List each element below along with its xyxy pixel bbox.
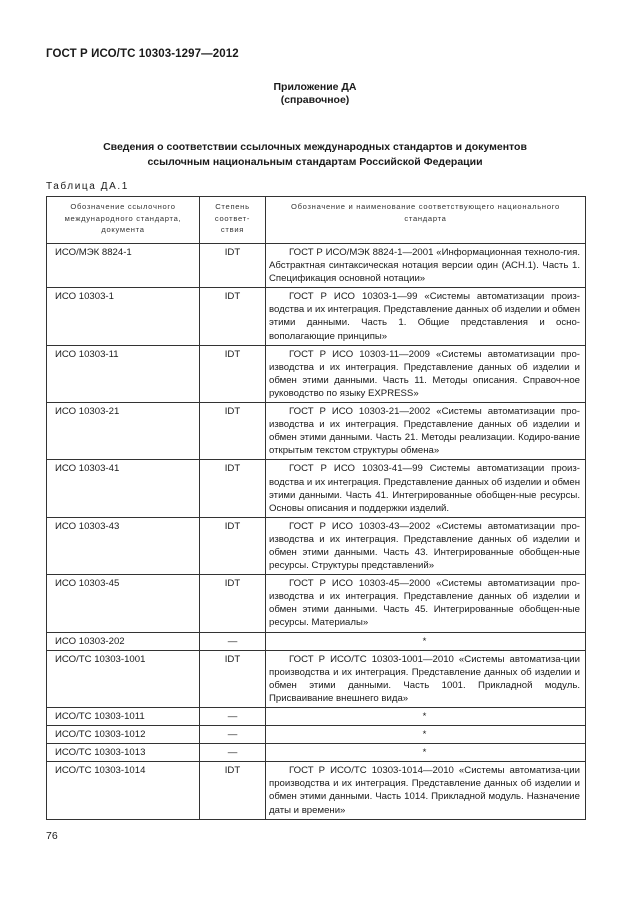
national-standard-cell [266, 650, 586, 707]
header-national-standard: Обозначение и наименование соответствующего национального стандарта [266, 197, 586, 244]
table-row [47, 517, 586, 574]
international-standard-cell: ИСО/МЭК 8824-1 [47, 244, 200, 288]
table-row [47, 460, 586, 517]
table-row [47, 345, 586, 402]
degree-cell: IDT [200, 575, 266, 632]
international-standard-cell: ИСО 10303-202 [47, 632, 200, 650]
national-standard-cell [266, 460, 586, 517]
degree-cell: IDT [200, 288, 266, 345]
international-standard-cell: ИСО/ТС 10303-1014 [47, 762, 200, 819]
national-standard-text: ГОСТ Р ИСО/ТС 10303-1014—2010 «Системы автоматиза-ции производства и их интеграция. Представление данных об изделии и обмен этими данными. Часть 1014. Прикладной модуль. Назначение даты и времени» [269, 765, 580, 816]
national-standard-cell: * [266, 726, 586, 744]
degree-cell: IDT [200, 345, 266, 402]
national-standard-text: ГОСТ Р ИСО 10303-41—99 Системы автоматизации произ-водства и их интеграция. Представление данных об изделии и обмен этими данными. Часть 41. Интегрированные обобщен-ные ресурсы. Основы описания и поддержки изделий. [269, 463, 580, 514]
degree-cell: IDT [200, 403, 266, 460]
table-body [47, 244, 586, 820]
national-standard-cell [266, 288, 586, 345]
degree-cell: IDT [200, 244, 266, 288]
degree-cell: IDT [200, 762, 266, 819]
table-row [47, 726, 586, 744]
document-code: ГОСТ Р ИСО/ТС 10303-1297—2012 [46, 48, 239, 60]
page-number: 76 [46, 830, 58, 842]
degree-cell: IDT [200, 650, 266, 707]
national-standard-text: ГОСТ Р ИСО 10303-21—2002 «Системы автоматизации про-изводства и их интеграция. Представление данных об изделии и обмен этими данными. Часть 21. Методы реализации. Кодиро-вание открытым текстом структуры обмена» [269, 406, 580, 457]
international-standard-cell: ИСО/ТС 10303-1012 [47, 726, 200, 744]
international-standard-cell: ИСО 10303-11 [47, 345, 200, 402]
section-title-line-2: ссылочным национальным стандартам Российской Федерации [147, 156, 483, 168]
national-standard-cell [266, 345, 586, 402]
national-standard-text: ГОСТ Р ИСО/МЭК 8824-1—2001 «Информационная техноло-гия. Абстрактная синтаксическая нотация версии один (АСН.1). Часть 1. Спецификация основной нотации» [269, 247, 580, 285]
national-standard-cell: * [266, 744, 586, 762]
national-standard-text: ГОСТ Р ИСО 10303-43—2002 «Системы автоматизации про-изводства и их интеграция. Представление данных об изделии и обмен этими данными. Часть 43. Интегрированные обобщен-ные ресурсы. Структуры представлений» [269, 520, 580, 572]
table-row [47, 762, 586, 819]
correspondence-table [46, 196, 586, 820]
appendix-heading [0, 81, 630, 107]
header-degree: Степень соответ- ствия [200, 197, 266, 244]
international-standard-cell: ИСО 10303-1 [47, 288, 200, 345]
national-standard-text: ГОСТ Р ИСО 10303-45—2000 «Системы автоматизации про-изводства и их интеграция. Представление данных об изделии и обмен этими данными. Часть 45. Интегрированные обобщен-ные ресурсы. Материалы» [269, 578, 580, 629]
section-title-line-1: Сведения о соответствии ссылочных международных стандартов и документов [103, 141, 527, 153]
national-standard-cell [266, 244, 586, 288]
degree-cell: IDT [200, 460, 266, 517]
table-row [47, 288, 586, 345]
degree-cell: IDT [200, 517, 266, 574]
national-standard-cell [266, 403, 586, 460]
appendix-note: (справочное) [280, 94, 350, 106]
section-title [0, 140, 630, 170]
national-standard-text: ГОСТ Р ИСО 10303-1—99 «Системы автоматизации произ-водства и их интеграция. Представление данных об изделии и обмен этими данными. Часть 1. Общие представления и осно-вополагающие принципы» [269, 291, 580, 342]
header-international-standard: Обозначение ссылочного международного стандарта, документа [47, 197, 200, 244]
international-standard-cell: ИСО/ТС 10303-1011 [47, 708, 200, 726]
national-standard-cell [266, 762, 586, 819]
international-standard-cell: ИСО 10303-43 [47, 517, 200, 574]
table-row [47, 650, 586, 707]
appendix-title: Приложение ДА [273, 81, 357, 93]
international-standard-cell: ИСО 10303-21 [47, 403, 200, 460]
international-standard-cell: ИСО/ТС 10303-1001 [47, 650, 200, 707]
table-row [47, 708, 586, 726]
table-row [47, 744, 586, 762]
international-standard-cell: ИСО 10303-41 [47, 460, 200, 517]
table-row [47, 403, 586, 460]
national-standard-cell: * [266, 632, 586, 650]
table-row [47, 632, 586, 650]
degree-cell: — [200, 708, 266, 726]
table-row [47, 575, 586, 632]
table-header-row [47, 197, 586, 244]
international-standard-cell: ИСО 10303-45 [47, 575, 200, 632]
table-row [47, 244, 586, 288]
national-standard-cell: * [266, 708, 586, 726]
national-standard-text: ГОСТ Р ИСО/ТС 10303-1001—2010 «Системы автоматиза-ции производства и их интеграция. Представление данных об изделии и обмен этими данными. Часть 1001. Прикладной модуль. Присваивание внешнего вида» [269, 653, 580, 704]
degree-cell: — [200, 744, 266, 762]
national-standard-cell [266, 575, 586, 632]
international-standard-cell: ИСО/ТС 10303-1013 [47, 744, 200, 762]
table-caption: Таблица ДА.1 [46, 181, 129, 192]
degree-cell: — [200, 632, 266, 650]
degree-cell: — [200, 726, 266, 744]
national-standard-cell [266, 517, 586, 574]
national-standard-text: ГОСТ Р ИСО 10303-11—2009 «Системы автоматизации про-изводства и их интеграция. Представление данных об изделии и обмен этими данными. Часть 11. Методы описания. Справоч-ное руководство по языку EXPRESS» [269, 348, 580, 399]
